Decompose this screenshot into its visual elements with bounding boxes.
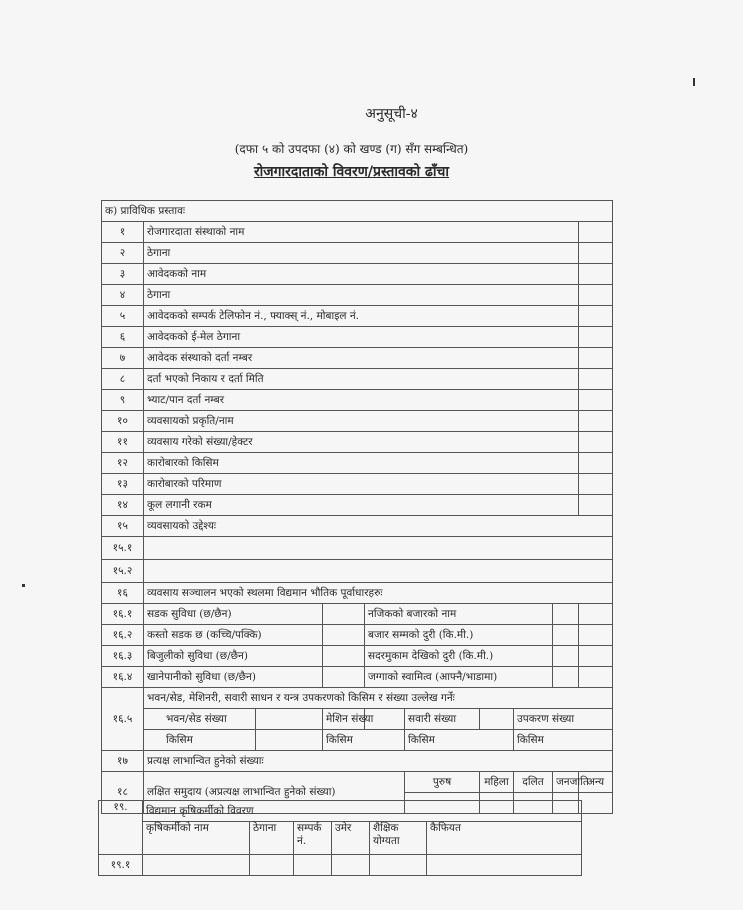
row-number: १६.४	[102, 667, 144, 688]
row-number: १३	[102, 474, 144, 495]
table-row	[102, 646, 613, 667]
table-row	[102, 264, 613, 285]
value-cell[interactable]	[553, 667, 579, 688]
row-number: १५.१	[102, 537, 144, 560]
row-number: ८	[102, 369, 144, 390]
table-row	[102, 688, 613, 709]
row-number: १५	[102, 516, 144, 537]
column-header: सवारी संख्या	[405, 709, 480, 730]
field-label: कूल लगानी रकम	[144, 495, 579, 516]
field-label: भवन/सेड, मेशिनरी, सवारी साधन र यन्त्र उपकरणको किसिम र संख्या उल्लेख गर्नेः	[144, 688, 613, 709]
row-number: १	[102, 222, 144, 243]
technical-proposal-table	[101, 200, 613, 814]
column-header: भवन/सेड संख्या	[144, 709, 256, 730]
value-cell[interactable]	[143, 855, 250, 876]
value-cell[interactable]	[332, 855, 370, 876]
row-number: १९.	[99, 801, 143, 855]
table-row	[102, 348, 613, 369]
scan-speck	[693, 78, 695, 86]
table-row	[102, 583, 613, 604]
field-label: बजार सम्मको दुरी (कि.मी.)	[365, 625, 553, 646]
value-cell[interactable]	[323, 604, 365, 625]
field-label: नजिकको बजारको नाम	[365, 604, 553, 625]
field-label: कारोबारको किसिम	[144, 453, 579, 474]
column-header: उमेर	[332, 822, 370, 855]
column-header: शैक्षिक योग्यता	[370, 822, 427, 855]
value-cell[interactable]	[144, 537, 613, 560]
row-number: १५.२	[102, 560, 144, 583]
field-label: भ्याट/पान दर्ता नम्बर	[144, 390, 579, 411]
table-row	[102, 537, 613, 560]
value-cell[interactable]	[579, 625, 613, 646]
value-cell[interactable]	[427, 855, 582, 876]
table-row	[102, 369, 613, 390]
table-row	[102, 243, 613, 264]
table-row	[102, 495, 613, 516]
table-row	[102, 474, 613, 495]
value-cell[interactable]	[144, 560, 613, 583]
table-row	[102, 516, 613, 537]
field-label: आवेदकको नाम	[144, 264, 579, 285]
table-row	[102, 730, 613, 751]
schedule-heading: अनुसूची-४	[365, 106, 418, 122]
table-row	[102, 285, 613, 306]
column-header: उपकरण संख्या	[514, 709, 613, 730]
table-row	[99, 822, 582, 855]
table-row	[102, 327, 613, 348]
row-number: ४	[102, 285, 144, 306]
row-number: ३	[102, 264, 144, 285]
field-label: प्रत्यक्ष लाभान्वित हुनेको संख्याः	[144, 751, 613, 772]
row-number: १६.२	[102, 625, 144, 646]
section-heading: क) प्राविधिक प्रस्तावः	[102, 201, 613, 222]
field-label: व्यवसाय सञ्चालन भएको स्थलमा विद्यमान भौतिक पूर्वाधारहरुः	[144, 583, 613, 604]
field-label: कारोबारको परिमाण	[144, 474, 579, 495]
section-heading: विद्यमान कृषिकर्मीको विवरण	[143, 801, 582, 822]
table-row	[102, 751, 613, 772]
value-cell[interactable]	[323, 625, 365, 646]
field-label: खानेपानीको सुविधा (छ/छैन)	[144, 667, 323, 688]
field-label: किसिम	[323, 730, 405, 751]
value-cell[interactable]	[579, 369, 613, 390]
column-header: मेशिन संख्या	[323, 709, 365, 730]
value-cell[interactable]	[256, 730, 323, 751]
table-row	[102, 560, 613, 583]
field-label: लक्षित समुदाय (अप्रत्यक्ष लाभान्वित हुनेको संख्या)	[144, 772, 405, 814]
farmer-details-table	[98, 800, 582, 876]
field-label: रोजगारदाता संस्थाको नाम	[144, 222, 579, 243]
table-row	[102, 667, 613, 688]
field-label: सडक सुविधा (छ/छैन)	[144, 604, 323, 625]
row-number: २	[102, 243, 144, 264]
field-label: दर्ता भएको निकाय र दर्ता मिति	[144, 369, 579, 390]
row-number: १०	[102, 411, 144, 432]
row-number: १२	[102, 453, 144, 474]
field-label: सदरमुकाम देखिको दुरी (कि.मी.)	[365, 646, 553, 667]
row-number: ६	[102, 327, 144, 348]
field-label: व्यवसाय गरेको संख्या/हेक्टर	[144, 432, 579, 453]
table-row	[102, 453, 613, 474]
value-cell[interactable]	[579, 453, 613, 474]
table-row	[102, 772, 613, 793]
value-cell[interactable]	[579, 604, 613, 625]
value-cell[interactable]	[256, 709, 323, 730]
row-number: १९.१	[99, 855, 143, 876]
field-label: जग्गाको स्वामित्व (आफ्नै/भाडामा)	[365, 667, 553, 688]
value-cell[interactable]	[323, 667, 365, 688]
row-number: १६	[102, 583, 144, 604]
field-label: किसिम	[405, 730, 514, 751]
value-cell[interactable]	[553, 625, 579, 646]
column-header: कैफियत	[427, 822, 582, 855]
table-row	[102, 222, 613, 243]
row-number: ११	[102, 432, 144, 453]
value-cell[interactable]	[579, 793, 613, 814]
field-label: किसिम	[144, 730, 256, 751]
row-number: ९	[102, 390, 144, 411]
value-cell[interactable]	[250, 855, 294, 876]
row-number: ७	[102, 348, 144, 369]
row-number: १६.५	[102, 688, 144, 751]
table-row	[102, 625, 613, 646]
scan-speck	[22, 584, 25, 587]
value-cell[interactable]	[579, 390, 613, 411]
row-number: १६.३	[102, 646, 144, 667]
field-label: कस्तो सडक छ (कच्चि/पक्कि)	[144, 625, 323, 646]
field-label: व्यवसायको उद्देश्यः	[144, 516, 613, 537]
field-label: बिजुलीको सुविधा (छ/छैन)	[144, 646, 323, 667]
table-row	[102, 432, 613, 453]
column-header: दलित	[514, 772, 553, 793]
value-cell[interactable]	[370, 855, 427, 876]
value-cell[interactable]	[579, 327, 613, 348]
table-row	[102, 306, 613, 327]
field-label: आवेदकको ई-मेल ठेगाना	[144, 327, 579, 348]
value-cell[interactable]	[480, 709, 514, 730]
field-label: आवेदकको सम्पर्क टेलिफोन नं., फ्याक्स् नं., मोबाइल नं.	[144, 306, 579, 327]
form-title: रोजगारदाताको विवरण/प्रस्तावको ढाँचा	[253, 164, 450, 180]
table-row	[99, 855, 582, 876]
column-header: कृषिकर्मीको नाम	[143, 822, 250, 855]
value-cell[interactable]	[579, 411, 613, 432]
field-label: ठेगाना	[144, 285, 579, 306]
field-label: किसिम	[514, 730, 613, 751]
field-label: व्यवसायको प्रकृति/नाम	[144, 411, 579, 432]
column-header: ठेगाना	[250, 822, 294, 855]
table-row	[102, 201, 613, 222]
value-cell[interactable]	[579, 348, 613, 369]
value-cell[interactable]	[579, 285, 613, 306]
value-cell[interactable]	[579, 667, 613, 688]
table-row	[102, 411, 613, 432]
value-cell[interactable]	[579, 306, 613, 327]
table-row	[102, 390, 613, 411]
column-header: पुरुष	[405, 772, 480, 793]
column-header: सम्पर्क नं.	[294, 822, 332, 855]
value-cell[interactable]	[579, 495, 613, 516]
row-number: १७	[102, 751, 144, 772]
row-number: १८	[102, 772, 144, 814]
value-cell[interactable]	[553, 646, 579, 667]
table-row	[99, 801, 582, 822]
field-label: ठेगाना	[144, 243, 579, 264]
value-cell[interactable]	[294, 855, 332, 876]
value-cell[interactable]	[579, 474, 613, 495]
value-cell[interactable]	[323, 646, 365, 667]
value-cell[interactable]	[579, 646, 613, 667]
value-cell[interactable]	[579, 243, 613, 264]
value-cell[interactable]	[579, 432, 613, 453]
row-number: १६.१	[102, 604, 144, 625]
column-header: महिला	[480, 772, 514, 793]
table-row	[102, 604, 613, 625]
value-cell[interactable]	[579, 222, 613, 243]
value-cell[interactable]	[579, 264, 613, 285]
row-number: ५	[102, 306, 144, 327]
value-cell[interactable]	[553, 604, 579, 625]
column-header: जनजाति	[553, 772, 579, 793]
table-row	[102, 709, 613, 730]
reference-line: (दफा ५ को उपदफा (४) को खण्ड (ग) सँग सम्बन्धित)	[234, 142, 469, 156]
row-number: १४	[102, 495, 144, 516]
field-label: आवेदक संस्थाको दर्ता नम्बर	[144, 348, 579, 369]
column-header: अन्य	[579, 772, 613, 793]
